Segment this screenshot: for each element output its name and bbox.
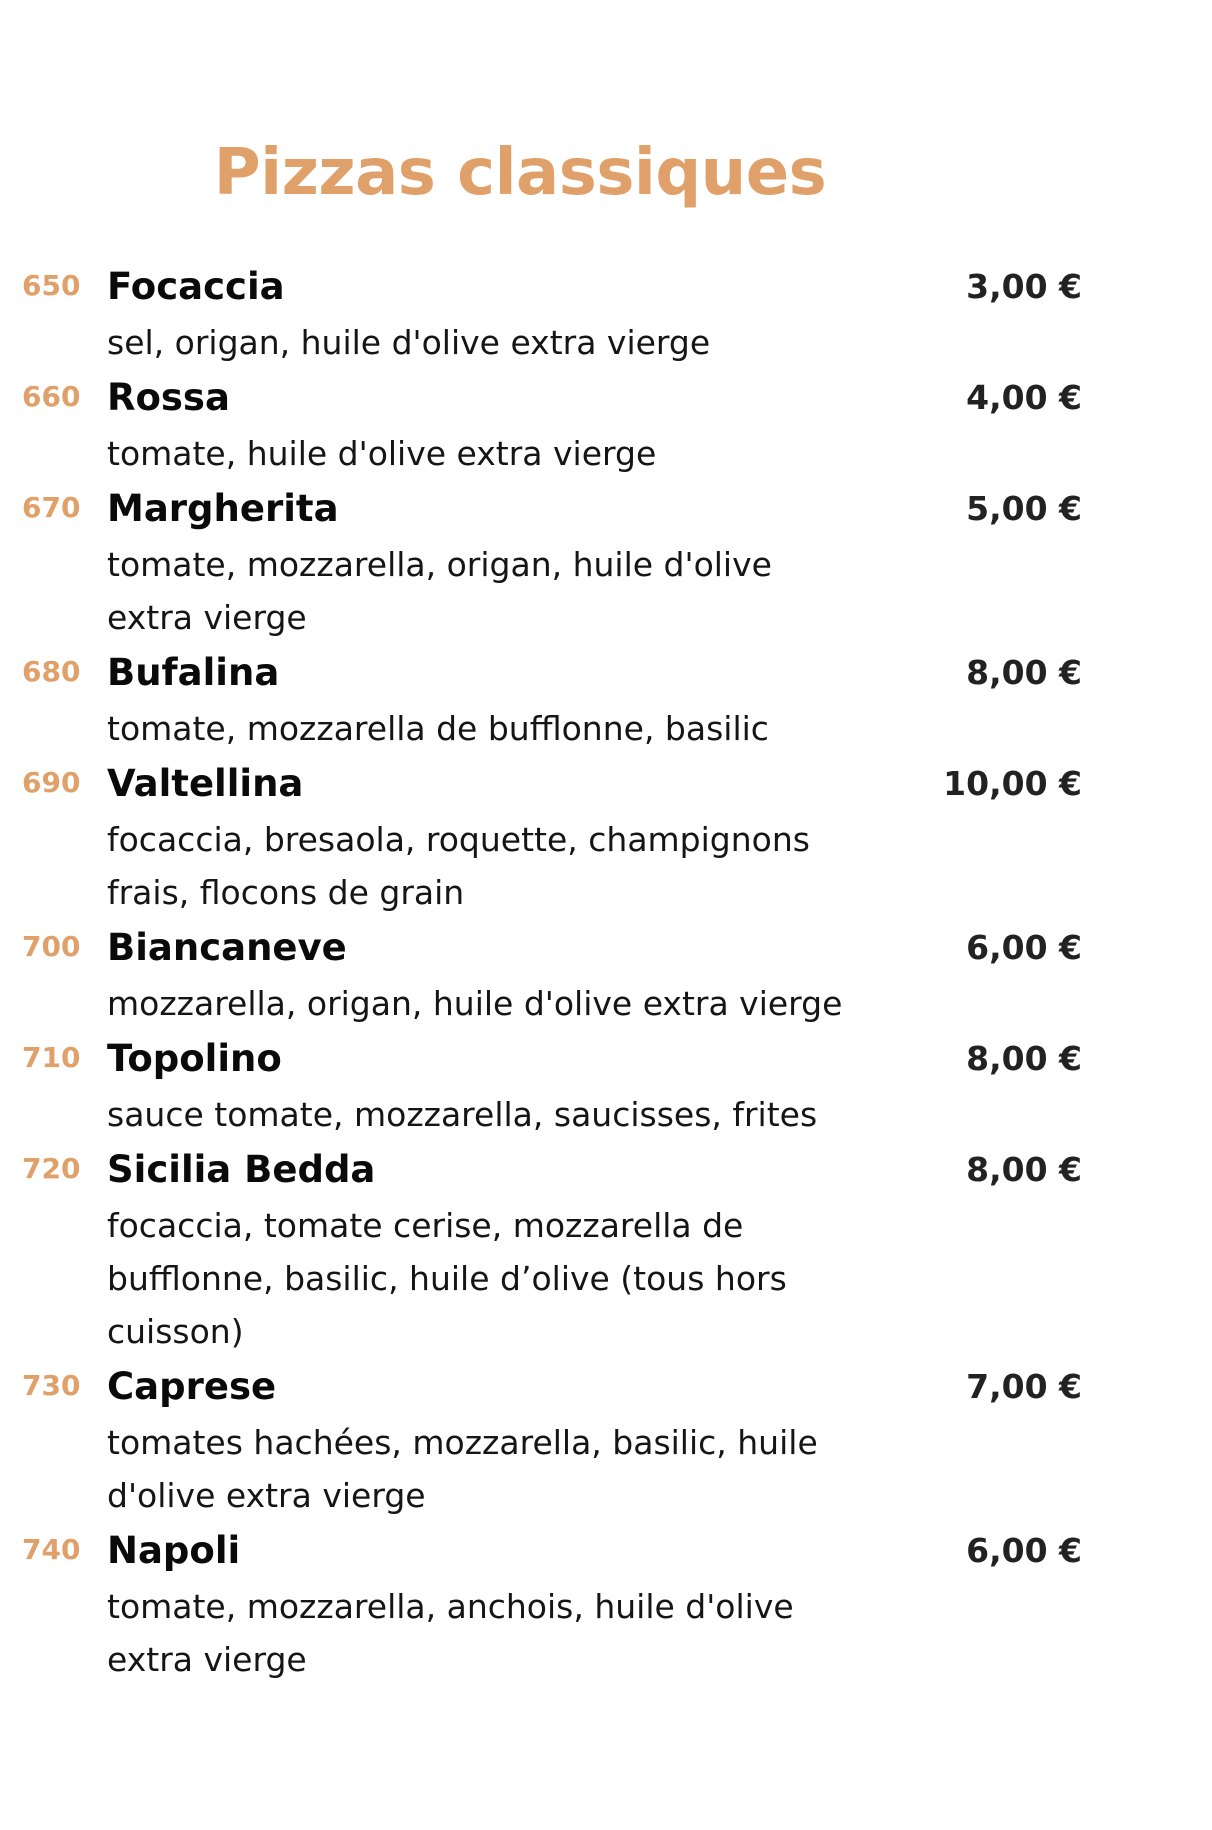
item-description: sel, origan, huile d'olive extra vierge	[107, 323, 711, 362]
item-name: Napoli	[107, 1529, 241, 1572]
page-title: Pizzas classiques	[213, 135, 827, 210]
item-description: sauce tomate, mozzarella, saucisses, frites	[107, 1095, 818, 1134]
item-price: 6,00 €	[966, 928, 1082, 967]
item-price: 6,00 €	[966, 1531, 1082, 1570]
pizza-menu-list	[0, 258, 1212, 1686]
item-number: 660	[22, 380, 81, 413]
item-number: 740	[22, 1533, 81, 1566]
item-description: tomate, mozzarella, origan, huile d'olive extra vierge	[107, 545, 772, 637]
item-name: Focaccia	[107, 265, 285, 308]
item-price: 10,00 €	[943, 764, 1082, 803]
item-number: 700	[22, 930, 81, 963]
menu-item	[0, 644, 1212, 755]
menu-item	[0, 258, 1212, 369]
menu-item	[0, 1141, 1212, 1358]
item-number: 650	[22, 269, 81, 302]
item-price: 7,00 €	[966, 1367, 1082, 1406]
item-number: 680	[22, 655, 81, 688]
item-name: Biancaneve	[107, 926, 347, 969]
item-number: 710	[22, 1041, 81, 1074]
item-number: 720	[22, 1152, 81, 1185]
item-description: tomates hachées, mozzarella, basilic, huile d'olive extra vierge	[107, 1423, 818, 1515]
item-price: 8,00 €	[966, 653, 1082, 692]
menu-item	[0, 919, 1212, 1030]
item-price: 3,00 €	[966, 267, 1082, 306]
menu-item	[0, 1030, 1212, 1141]
menu-item	[0, 1358, 1212, 1522]
item-number: 670	[22, 491, 81, 524]
item-price: 4,00 €	[966, 378, 1082, 417]
item-price: 5,00 €	[966, 489, 1082, 528]
item-description: mozzarella, origan, huile d'olive extra vierge	[107, 984, 843, 1023]
item-description: tomate, huile d'olive extra vierge	[107, 434, 657, 473]
item-description: tomate, mozzarella, anchois, huile d'olive extra vierge	[107, 1587, 794, 1679]
item-name: Rossa	[107, 376, 230, 419]
item-price: 8,00 €	[966, 1039, 1082, 1078]
item-description: focaccia, tomate cerise, mozzarella de bufflonne, basilic, huile d’olive (tous hors cuisson)	[107, 1206, 787, 1351]
item-description: tomate, mozzarella de bufflonne, basilic	[107, 709, 769, 748]
item-name: Margherita	[107, 487, 339, 530]
menu-item	[0, 1522, 1212, 1686]
item-number: 730	[22, 1369, 81, 1402]
item-name: Valtellina	[107, 762, 304, 805]
item-name: Topolino	[107, 1037, 282, 1080]
item-price: 8,00 €	[966, 1150, 1082, 1189]
item-number: 690	[22, 766, 81, 799]
menu-item	[0, 369, 1212, 480]
item-description: focaccia, bresaola, roquette, champignons frais, flocons de grain	[107, 820, 810, 912]
menu-item	[0, 755, 1212, 919]
item-name: Caprese	[107, 1365, 277, 1408]
item-name: Bufalina	[107, 651, 280, 694]
item-name: Sicilia Bedda	[107, 1148, 376, 1191]
menu-item	[0, 480, 1212, 644]
